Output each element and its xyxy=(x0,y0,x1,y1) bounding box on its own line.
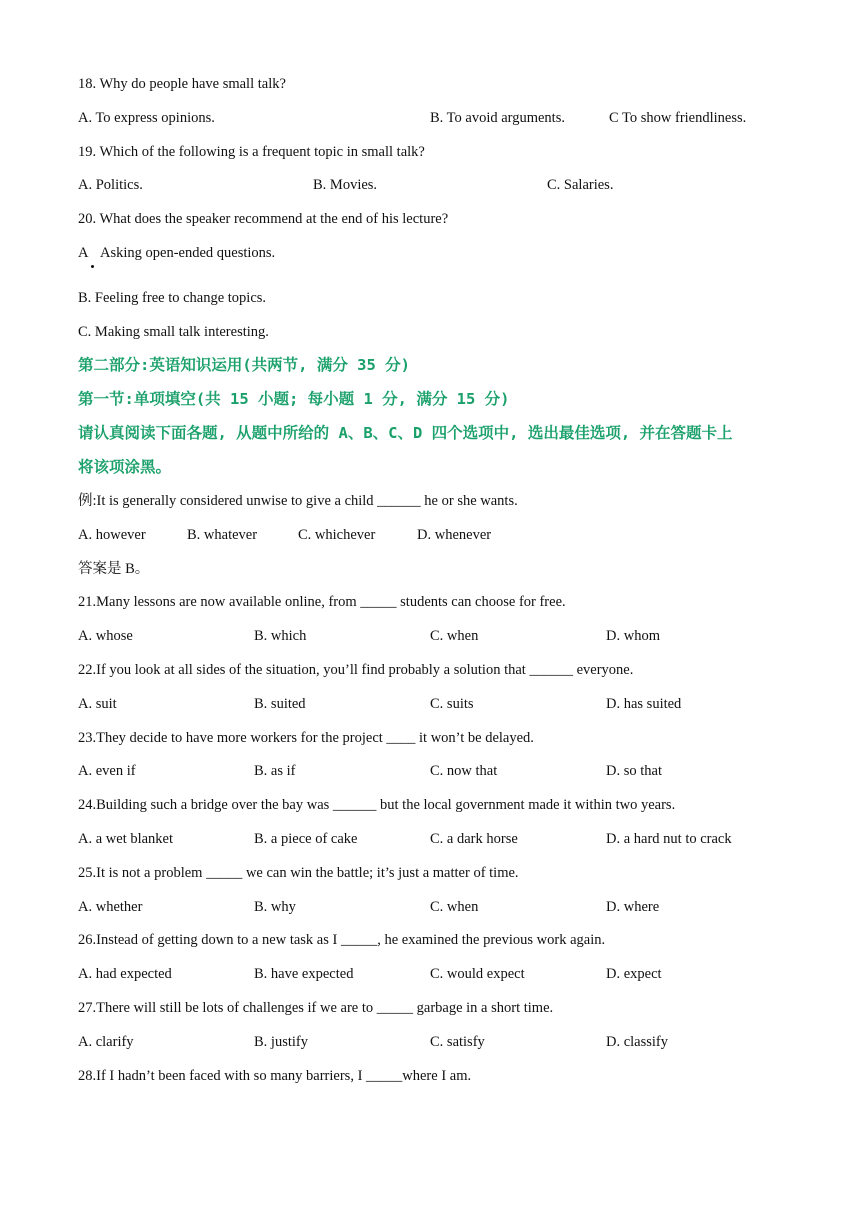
question-21-option-c: C. when xyxy=(430,628,479,644)
question-20-option-a-text: Asking open-ended questions. xyxy=(100,245,276,261)
question-25-option-a: A. whether xyxy=(78,899,143,915)
question-27-option-b: B. justify xyxy=(254,1034,308,1050)
question-26-stem: 26.Instead of getting down to a new task as I _____, he examined the previous work again. xyxy=(78,932,606,948)
question-22-option-b: B. suited xyxy=(254,696,306,712)
question-27-option-a: A. clarify xyxy=(78,1034,134,1050)
question-19-stem: 19. Which of the following is a frequent topic in small talk? xyxy=(78,144,425,160)
option-a-dot xyxy=(91,265,94,268)
question-21-option-b: B. which xyxy=(254,628,307,644)
question-24-option-b: B. a piece of cake xyxy=(254,831,358,847)
question-26-option-c: C. would expect xyxy=(430,966,525,982)
question-26-option-a: A. had expected xyxy=(78,966,172,982)
question-23-option-b: B. as if xyxy=(254,763,296,779)
instructions-line-1: 请认真阅读下面各题, 从题中所给的 A、B、C、D 四个选项中, 选出最佳选项, 并在答题卡上 xyxy=(78,424,733,442)
example-option-b: B. whatever xyxy=(187,527,258,543)
question-24-stem: 24.Building such a bridge over the bay was ______ but the local government made it within two years. xyxy=(78,797,676,813)
question-18-option-c: C To show friendliness. xyxy=(609,110,747,126)
question-19-option-c: C. Salaries. xyxy=(547,177,614,193)
question-18-option-a: A. To express opinions. xyxy=(78,110,215,126)
question-23-option-d: D. so that xyxy=(606,763,662,779)
question-18-stem: 18. Why do people have small talk? xyxy=(78,76,286,92)
question-19-option-a: A. Politics. xyxy=(78,177,143,193)
question-24-option-d: D. a hard nut to crack xyxy=(606,831,732,847)
question-24-option-a: A. a wet blanket xyxy=(78,831,174,847)
question-20-option-c: C. Making small talk interesting. xyxy=(78,324,269,340)
question-20-option-a-letter: A xyxy=(78,245,89,261)
part-two-heading: 第二部分:英语知识运用(共两节, 满分 35 分) xyxy=(78,356,410,374)
question-25-option-c: C. when xyxy=(430,899,479,915)
question-20-stem: 20. What does the speaker recommend at the end of his lecture? xyxy=(78,211,449,227)
example-stem: 例:It is generally considered unwise to give a child ______ he or she wants. xyxy=(78,493,518,509)
question-26-option-d: D. expect xyxy=(606,966,662,982)
question-22-option-c: C. suits xyxy=(430,696,474,712)
question-23-option-c: C. now that xyxy=(430,763,498,779)
question-26-option-b: B. have expected xyxy=(254,966,354,982)
question-20-option-b: B. Feeling free to change topics. xyxy=(78,290,267,306)
question-21-option-d: D. whom xyxy=(606,628,660,644)
question-25-option-d: D. where xyxy=(606,899,660,915)
question-22-stem: 22.If you look at all sides of the situation, you’ll find probably a solution that ______ everyone. xyxy=(78,662,634,678)
question-27-option-c: C. satisfy xyxy=(430,1034,485,1050)
question-23-option-a: A. even if xyxy=(78,763,136,779)
question-18-option-b: B. To avoid arguments. xyxy=(430,110,565,126)
question-27-stem: 27.There will still be lots of challenges if we are to _____ garbage in a short time. xyxy=(78,1000,554,1016)
example-option-a: A. however xyxy=(78,527,146,543)
question-25-stem: 25.It is not a problem _____ we can win the battle; it’s just a matter of time. xyxy=(78,865,519,881)
section-one-heading: 第一节:单项填空(共 15 小题; 每小题 1 分, 满分 15 分) xyxy=(78,390,510,408)
example-answer: 答案是 B。 xyxy=(78,561,150,577)
instructions-line-2: 将该项涂黑。 xyxy=(78,458,172,476)
question-24-option-c: C. a dark horse xyxy=(430,831,518,847)
question-22-option-a: A. suit xyxy=(78,696,117,712)
question-21-option-a: A. whose xyxy=(78,628,133,644)
example-option-d: D. whenever xyxy=(417,527,492,543)
question-19-option-b: B. Movies. xyxy=(313,177,378,193)
question-21-stem: 21.Many lessons are now available online, from _____ students can choose for free. xyxy=(78,594,566,610)
example-option-c: C. whichever xyxy=(298,527,376,543)
question-25-option-b: B. why xyxy=(254,899,296,915)
question-27-option-d: D. classify xyxy=(606,1034,669,1050)
question-28-stem: 28.If I hadn’t been faced with so many barriers, I _____where I am. xyxy=(78,1068,472,1084)
question-23-stem: 23.They decide to have more workers for the project ____ it won’t be delayed. xyxy=(78,730,534,746)
question-22-option-d: D. has suited xyxy=(606,696,682,712)
